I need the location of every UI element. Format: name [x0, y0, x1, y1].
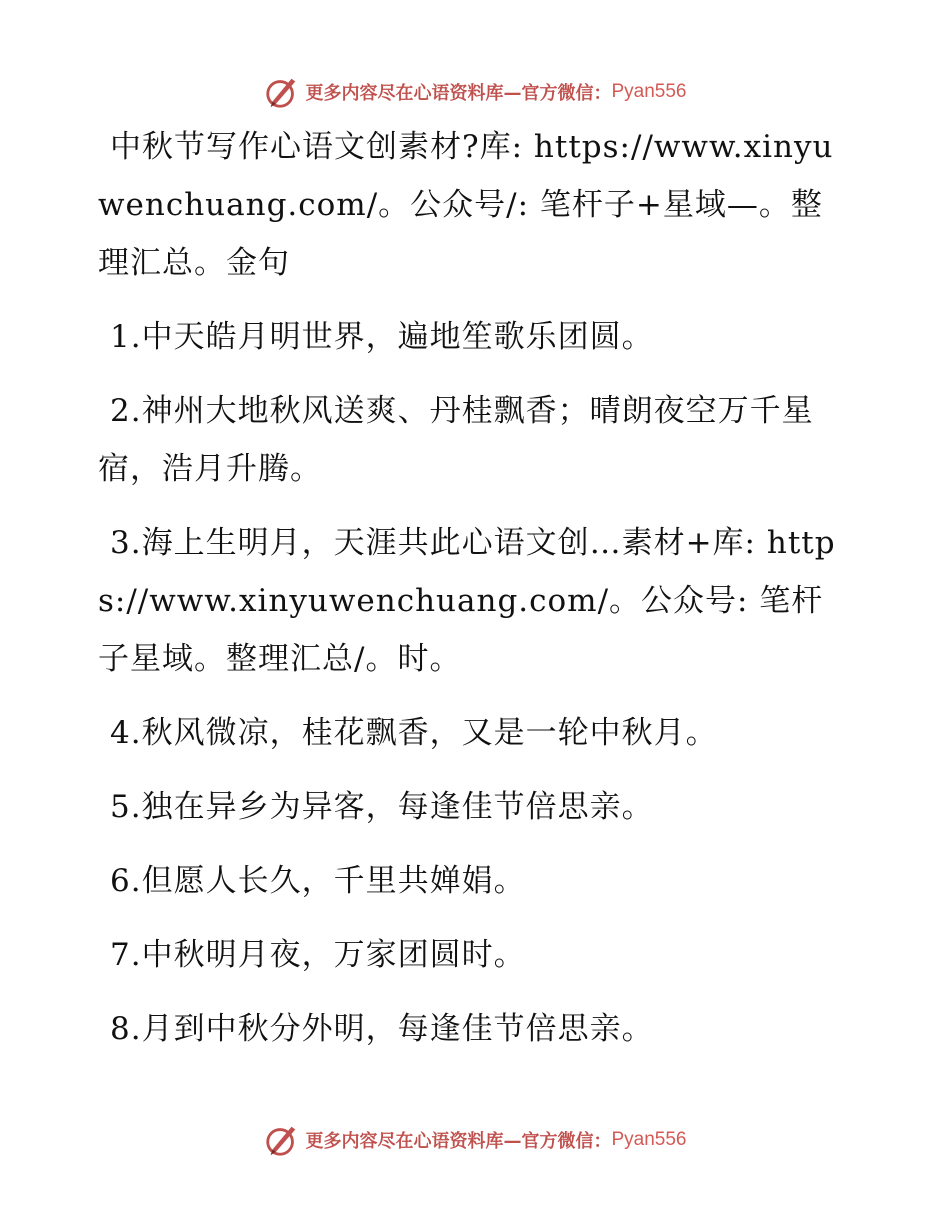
banner-text: 更多内容尽在心语资料库—官方微信：	[305, 1131, 612, 1152]
list-item: 3.海上生明月，天涯共此心语文创…素材+库: https://www.xinyuwenchuang.com/。公众号: 笔杆子星域。整理汇总/。时。	[98, 525, 836, 677]
quill-pen-logo-icon	[263, 73, 301, 111]
list-item: 5.独在异乡为异客，每逢佳节倍思亲。	[110, 789, 654, 825]
banner-text: 更多内容尽在心语资料库—官方微信：	[305, 83, 612, 104]
banner-wechat-id: Pyan556	[611, 1129, 687, 1150]
list-item: 8.月到中秋分外明，每逢佳节倍思亲。	[110, 1011, 654, 1047]
list-item: 4.秋风微凉，桂花飘香，又是一轮中秋月。	[110, 715, 718, 751]
list-item: 2.神州大地秋风送爽、丹桂飘香；晴朗夜空万千星宿，浩月升腾。	[98, 393, 814, 487]
list-item: 1.中天皓月明世界，遍地笙歌乐团圆。	[110, 319, 654, 355]
list-item: 6.但愿人长久，千里共婵娟。	[110, 863, 526, 899]
document-body	[98, 118, 838, 1074]
banner-wechat-id: Pyan556	[611, 81, 687, 102]
header-banner	[0, 70, 950, 114]
list-item: 7.中秋明月夜，万家团圆时。	[110, 937, 526, 973]
footer-banner	[0, 1118, 950, 1162]
intro-paragraph: 中秋节写作心语文创素材?库: https://www.xinyuwenchuang.com/。公众号/: 笔杆子+星域—。整理汇总。金句	[98, 129, 834, 281]
quill-pen-logo-icon	[263, 1121, 301, 1159]
